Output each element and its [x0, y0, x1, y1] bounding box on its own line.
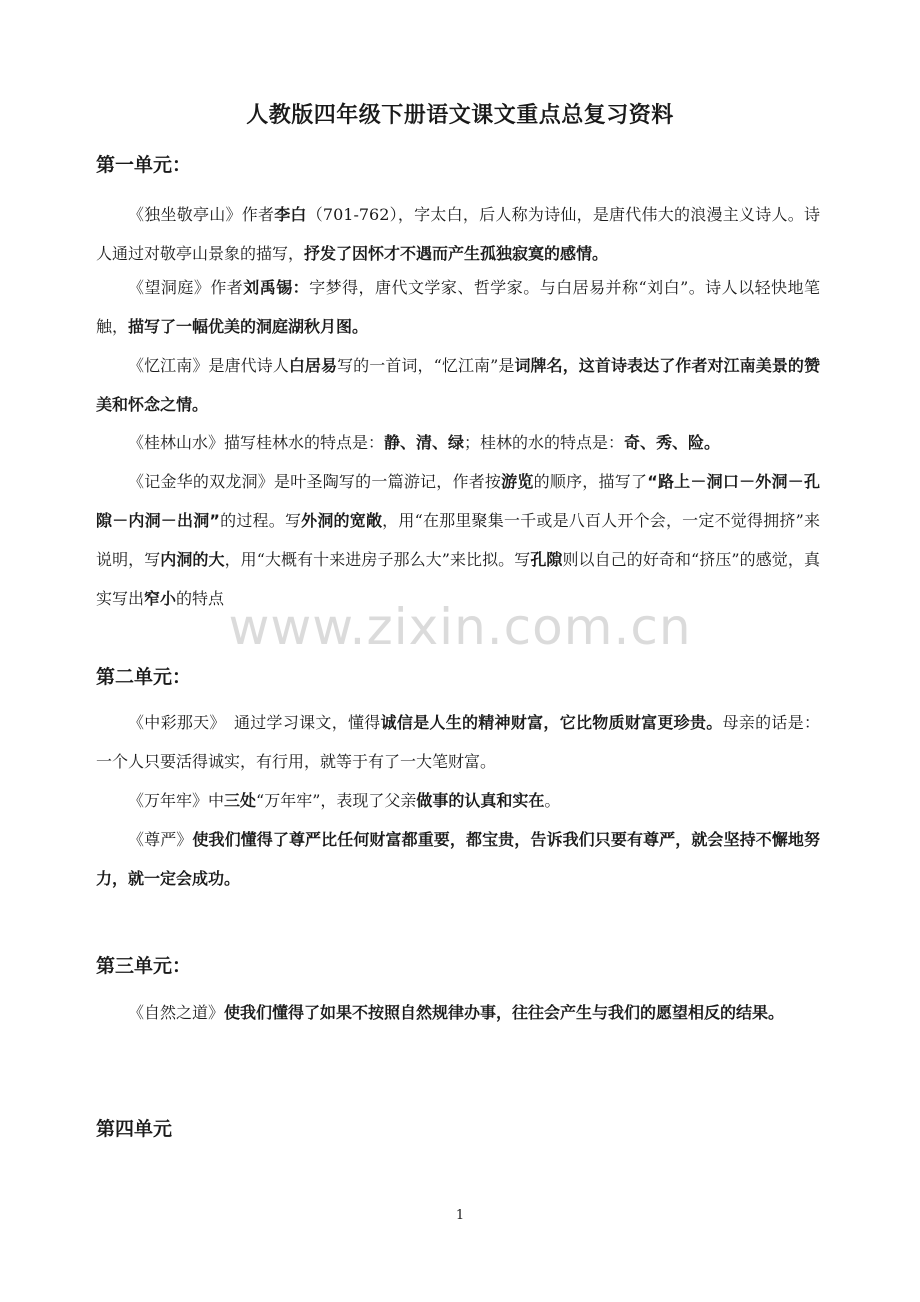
- text-run: ；桂林的水的特点是：: [464, 433, 625, 452]
- bold-text: 描写了一幅优美的洞庭湖秋月图。: [128, 317, 369, 336]
- text-run: 的顺序，描写了: [533, 472, 648, 491]
- text-run: 《记金华的双龙洞》是叶圣陶写的一篇游记，作者按: [128, 472, 502, 491]
- bold-text: 内洞的大: [160, 550, 225, 569]
- bold-text: 静、清、绿: [384, 433, 465, 452]
- text-run: 的过程。写: [219, 511, 302, 530]
- unit-2-paragraph: [96, 820, 820, 898]
- bold-text: 诚信是人生的精神财富，它比物质财富更珍贵。: [380, 713, 723, 732]
- unit-1-paragraph: [96, 462, 820, 618]
- unit-1-paragraph: [96, 423, 820, 462]
- unit-1-paragraph: [96, 346, 820, 424]
- bold-text: 使我们懂得了尊严比任何财富都重要，都宝贵，告诉我们只要有尊严，就会坚持不懈地努力，就一定会成功。: [96, 830, 820, 888]
- text-run: 《桂林山水》描写桂林水的特点是：: [128, 433, 385, 452]
- document-title: 人教版四年级下册语文课文重点总复习资料: [246, 103, 674, 128]
- watermark: www.zixin.com.cn: [228, 598, 692, 656]
- text-run: “万年牢”，表现了父亲: [256, 791, 417, 810]
- bold-text: 使我们懂得了如果不按照自然规律办事，往往会产生与我们的愿望相反的结果。: [224, 1003, 785, 1022]
- bold-text: 李白: [274, 205, 307, 224]
- text-run: ，用“大概有十来进房子那么大”来比拟。写: [224, 550, 531, 569]
- unit-2-heading: 第二单元：: [96, 666, 192, 688]
- page-number: 1: [455, 1208, 465, 1223]
- bold-text: 游览: [501, 472, 534, 491]
- bold-text: 白居易: [288, 356, 338, 375]
- text-run: 《自然之道》: [128, 1003, 225, 1022]
- text-run: 写的一首词，“忆江南”是: [337, 356, 515, 375]
- bold-text: 三处: [224, 791, 257, 810]
- text-run: 《万年牢》中: [128, 791, 225, 810]
- unit-3-heading: 第三单元：: [96, 955, 192, 977]
- unit-2-paragraph: [96, 703, 820, 781]
- unit-1-paragraph: [96, 268, 820, 346]
- unit-2-paragraph: [96, 781, 820, 820]
- unit-1-heading: 第一单元：: [96, 154, 192, 176]
- unit-3-paragraph: [96, 993, 820, 1032]
- bold-text: 词牌名，这首诗表达了作者对江南美景的赞美和怀念之情。: [96, 356, 820, 414]
- text-run: 《独坐敬亭山》作者: [128, 205, 275, 224]
- bold-text: 孔隙: [530, 550, 563, 569]
- bold-text: 抒发了因怀才不遇而产生孤独寂寞的感情。: [304, 244, 609, 263]
- bold-text: 刘禹锡：: [243, 278, 310, 297]
- bold-text: 奇、秀、险。: [624, 433, 721, 452]
- text-run: 《尊严》: [128, 830, 193, 849]
- bold-text: 外洞的宽敞: [301, 511, 383, 530]
- text-run: （701-762），字太白，后人称为诗仙，是唐代伟大的浪漫主义诗人。诗人通过对敬亭山景象的描写，: [96, 205, 820, 263]
- text-run: 《中彩那天》 通过学习课文，懂得: [128, 713, 381, 732]
- text-run: 字梦得，唐代文学家、哲学家。与白居易并称“刘白”。诗人以轻快地笔触，: [96, 278, 820, 336]
- unit-4-heading: 第四单元: [96, 1118, 173, 1140]
- bold-text: 窄小: [144, 589, 177, 608]
- bold-text: 做事的认真和实在: [416, 791, 545, 810]
- text-run: 《望洞庭》作者: [128, 278, 244, 297]
- unit-1-paragraph: [96, 195, 820, 273]
- text-run: 母亲的话是：一个人只要活得诚实，有行用，就等于有了一大笔财富。: [96, 713, 820, 771]
- text-run: 则以自己的好奇和“挤压”的感觉，真实写出: [96, 550, 820, 608]
- text-run: 《忆江南》是唐代诗人: [128, 356, 289, 375]
- text-run: 。: [544, 791, 561, 810]
- text-run: ，用“在那里聚集一千或是八百人开个会，一定不觉得拥挤”来说明，写: [96, 511, 820, 569]
- text-run: 的特点: [176, 589, 225, 608]
- bold-text: “路上－洞口－外洞－孔隙－内洞－出洞”: [96, 472, 820, 530]
